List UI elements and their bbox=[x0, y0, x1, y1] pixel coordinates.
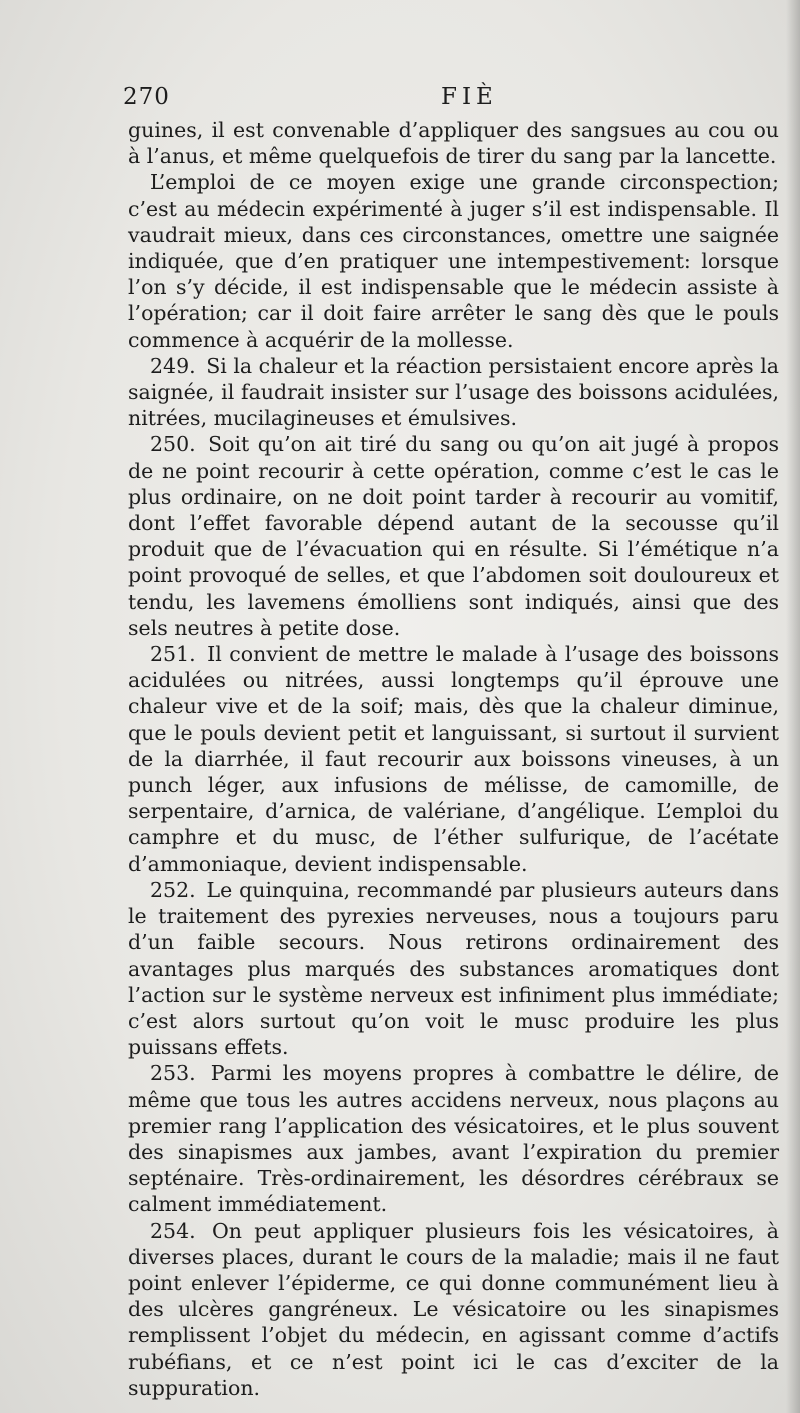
paragraph-text: On peut appliquer plusieurs fois les vésicatoires, à diverses places, durant le cours de la maladie; mais il ne faut point enlever l’épiderme, ce qui donne communément lieu à des ulcères gangréneux. Le vésicatoire ou les sinapismes remplissent l’objet du médecin, en agissant comme d’actifs rubéfians, et ce n’est point ici le cas d’exciter de la suppuration. bbox=[128, 1218, 779, 1400]
numbered-paragraph-250 bbox=[128, 431, 779, 641]
numbered-paragraph-253 bbox=[128, 1060, 779, 1217]
paragraph-number: 254. bbox=[150, 1218, 196, 1243]
paragraph-text: Soit qu’on ait tiré du sang ou qu’on ait jugé à propos de ne point recourir à cette opération, comme c’est le cas le plus ordinaire, on ne doit point tarder à recourir au vomitif, dont l’effet favorable dépend autant de la secousse qu’il produit que de l’évacuation qui en résulte. Si l’émétique n’a point provoqué de selles, et que l’abdomen soit douloureux et tendu, les lavemens émolliens sont indiqués, ainsi que des sels neutres à petite dose. bbox=[128, 432, 779, 640]
numbered-paragraph-251 bbox=[128, 641, 779, 877]
paragraph-number: 253. bbox=[150, 1061, 196, 1086]
running-head: FIÈ bbox=[441, 84, 498, 110]
paragraph-continuation bbox=[128, 117, 779, 169]
paragraph-text: Il convient de mettre le malade à l’usage des boissons acidulées ou nitrées, aussi longtemps qu’il éprouve une chaleur vive et de la soif; mais, dès que la chaleur diminue, que le pouls devient petit et languissant, si surtout il survient de la diarrhée, il faut recourir aux boissons vineuses, à un punch léger, aux infusions de mélisse, de camomille, de serpentaire, d’arnica, de valériane, d’angélique. L’emploi du camphre et du musc, de l’éther sulfurique, de l’acétate d’ammoniaque, devient indispensable. bbox=[128, 642, 779, 876]
numbered-paragraph-254 bbox=[128, 1218, 779, 1401]
paragraph-text: Parmi les moyens propres à combattre le délire, de même que tous les autres accidens nerveux, nous plaçons au premier rang l’application des vésicatoires, et le plus souvent des sinapismes aux jambes, avant l’expiration du premier septénaire. Très-ordinairement, les désordres cérébraux se calment immédiatement. bbox=[128, 1061, 779, 1217]
paragraph-text: L’emploi de ce moyen exige une grande circonspection; c’est au médecin expérimenté à juger s’il est indispensable. Il vaudrait mieux, dans ces circonstances, omettre une saignée indiquée, que d’en pratiquer une intempestivement: lorsque l’on s’y décide, il est indispensable que le médecin assiste à l’opération; car il doit faire arrêter le sang dès que le pouls commence à acquérir de la mollesse. bbox=[128, 170, 779, 352]
paragraph-text: Si la chaleur et la réaction persistaient encore après la saignée, il faudrait insister sur l’usage des boissons acidulées, nitrées, mucilagineuses et émulsives. bbox=[128, 353, 779, 431]
page-edge-shadow bbox=[786, 0, 800, 1413]
numbered-paragraph-252 bbox=[128, 877, 779, 1060]
page-header bbox=[123, 84, 783, 114]
paragraph-number: 251. bbox=[150, 642, 196, 667]
page-number: 270 bbox=[123, 84, 170, 110]
paragraph-number: 249. bbox=[150, 353, 196, 378]
numbered-paragraph-249 bbox=[128, 353, 779, 432]
paragraph-number: 250. bbox=[150, 432, 196, 457]
paragraph bbox=[128, 169, 779, 352]
paragraph-text: guines, il est convenable d’appliquer des sangsues au cou ou à l’anus, et même quelquefois de tirer du sang par la lancette. bbox=[128, 118, 779, 169]
paragraph-text: Le quinquina, recommandé par plusieurs auteurs dans le traitement des pyrexies nerveuses, nous a toujours paru d’un faible secours. Nous retirons ordinairement des avantages plus marqués des substances aromatiques dont l’action sur le système nerveux est infiniment plus immédiate; c’est alors surtout qu’on voit le musc produire les plus puissans effets. bbox=[128, 877, 779, 1060]
body-text bbox=[128, 117, 779, 1401]
paragraph-number: 252. bbox=[150, 877, 196, 902]
